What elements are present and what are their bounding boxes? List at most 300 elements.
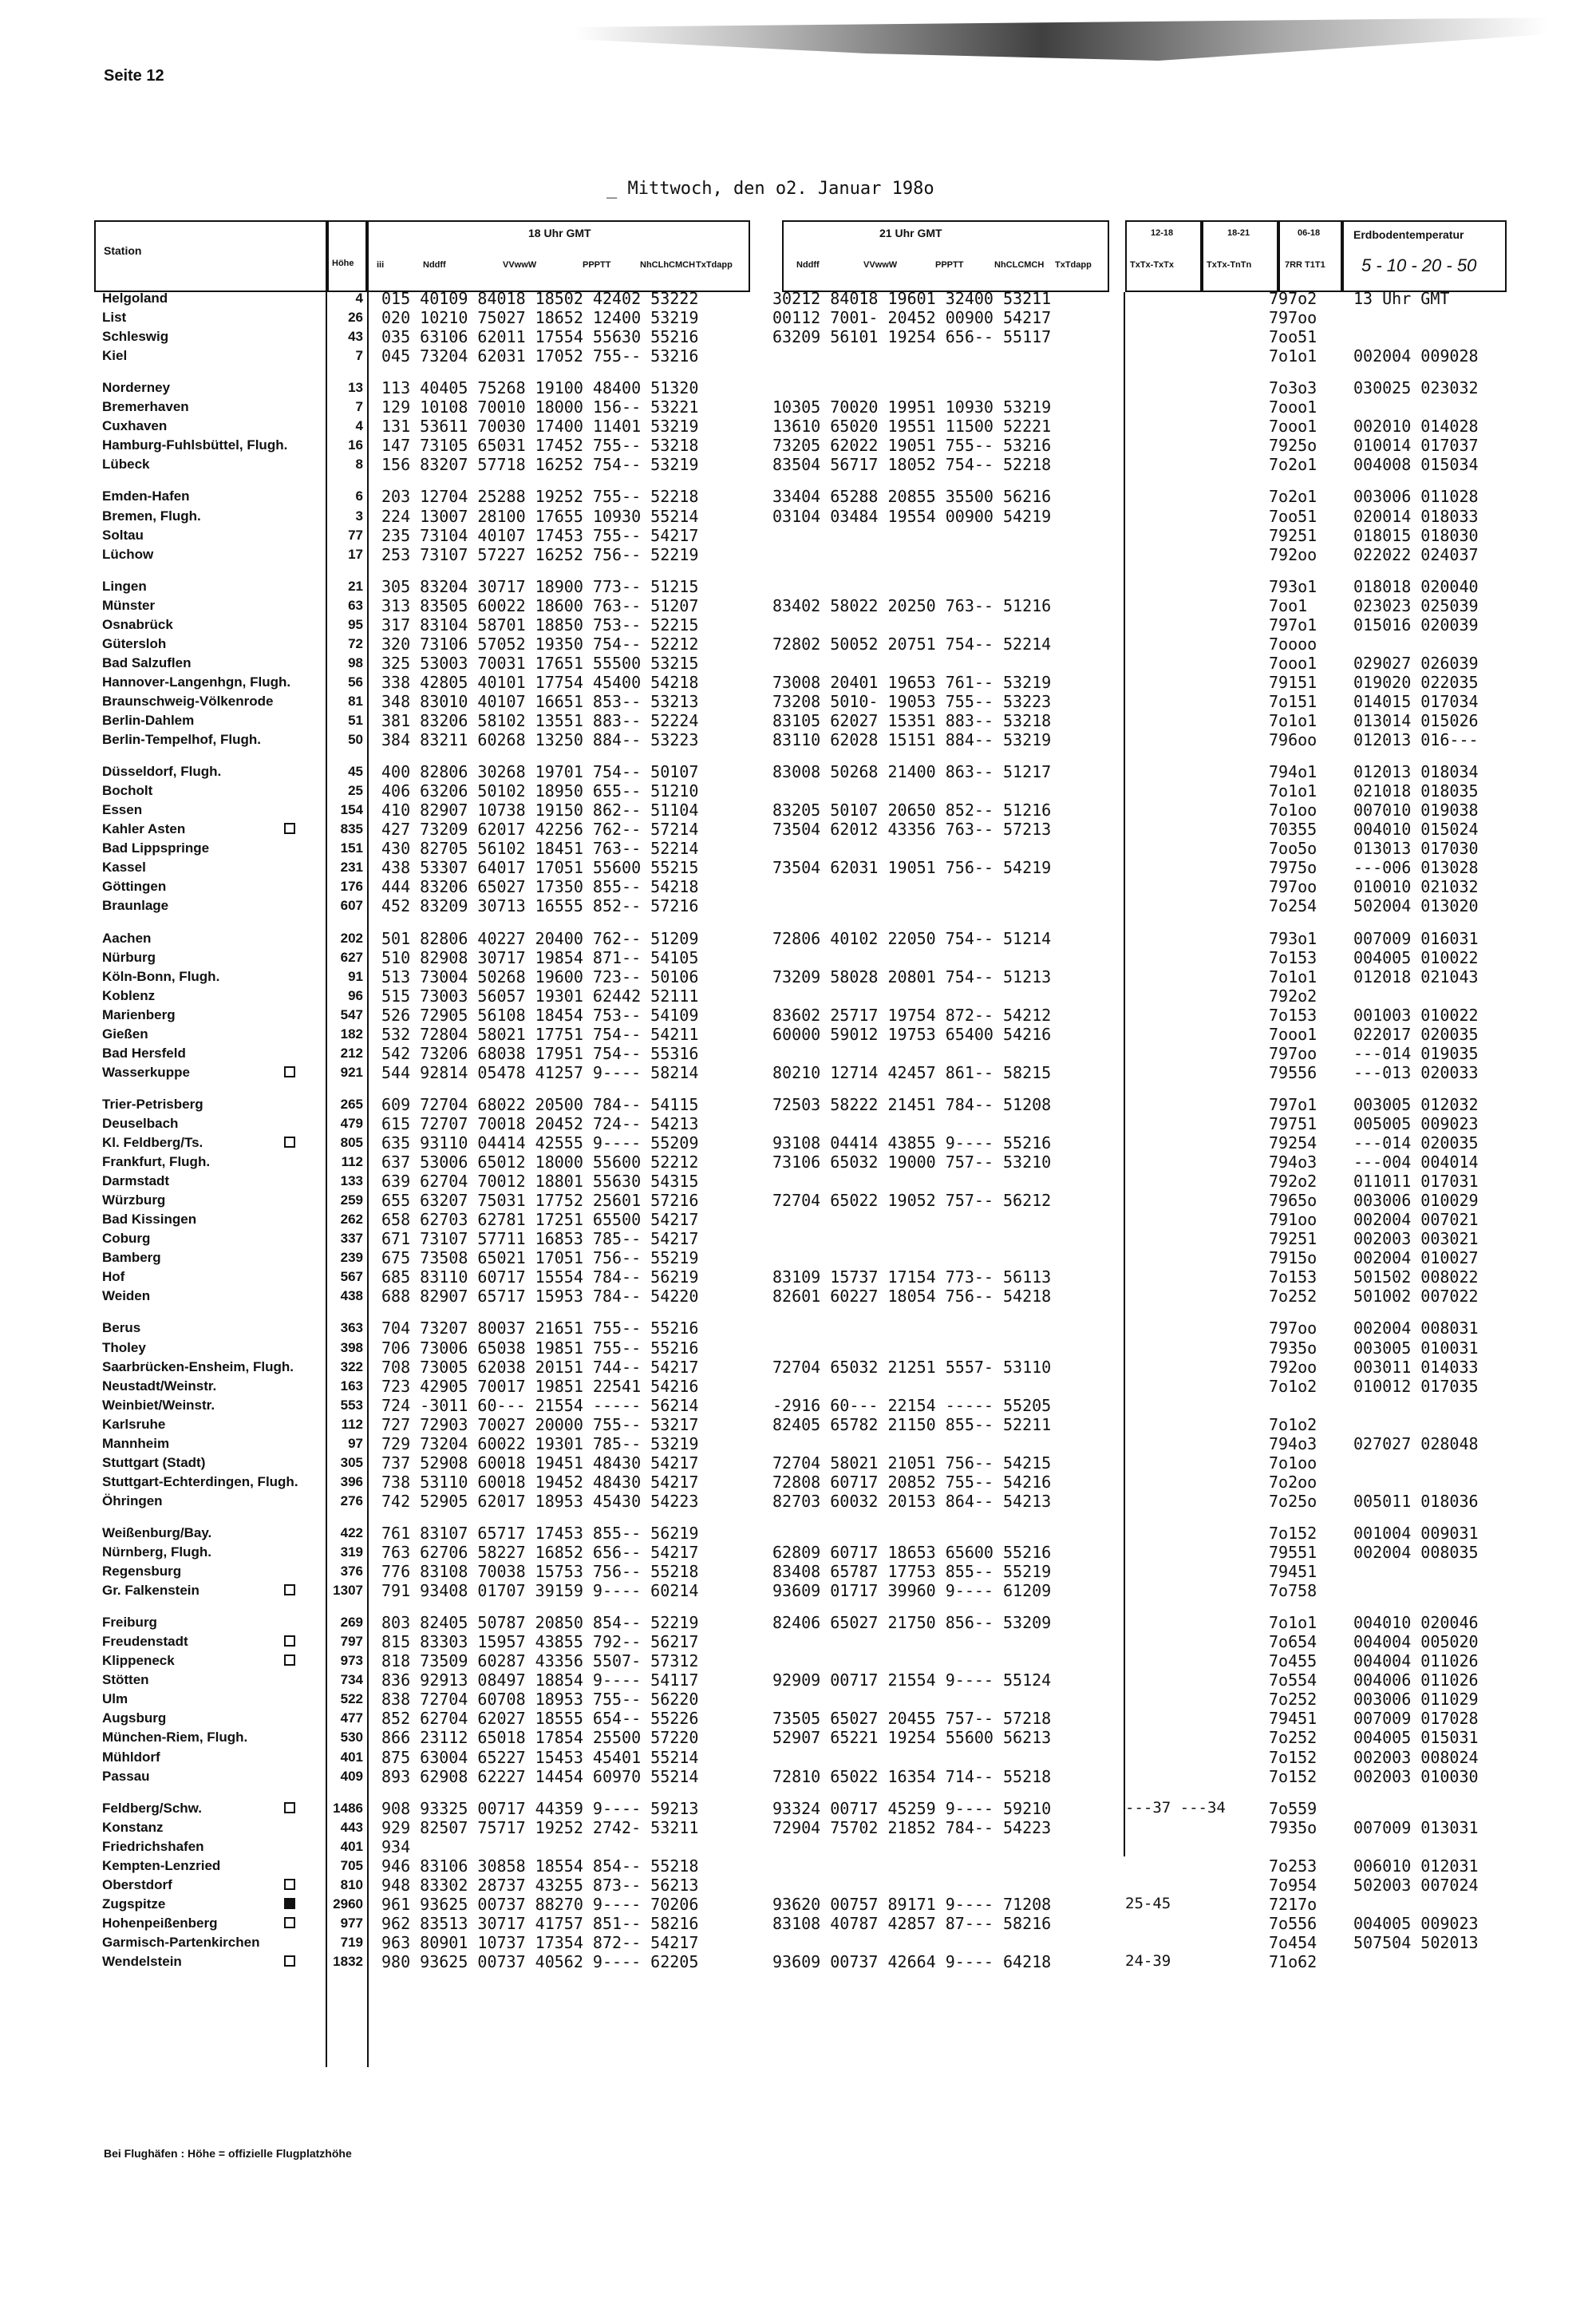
cell-hoehe: 921	[340, 1064, 363, 1080]
cell-hoehe: 91	[348, 968, 363, 984]
cell-c18: 729 73204 60022 19301 785-- 53219	[381, 1433, 699, 1453]
cell-hoehe: 477	[340, 1710, 363, 1726]
cell-station: Kassel	[102, 860, 146, 876]
cell-hoehe: 398	[340, 1339, 363, 1355]
cell-c21: 73208 5010- 19053 755-- 53223	[772, 691, 1052, 711]
group-21-box	[782, 220, 1109, 292]
cell-c18: 908 93325 00717 44359 9---- 59213	[381, 1798, 699, 1818]
cell-ce: 012013 018034	[1353, 762, 1479, 782]
cell-station: Ulm	[102, 1691, 128, 1707]
cell-station: Norderney	[102, 380, 171, 396]
cell-c18: 658 62703 62781 17251 65500 54217	[381, 1210, 699, 1230]
cell-station: Hohenpeißenberg	[102, 1915, 218, 1931]
table-row	[0, 289, 1596, 308]
cell-hoehe: 3	[355, 508, 363, 524]
cell-hoehe: 337	[340, 1231, 363, 1247]
cell-ce: 014015 017034	[1353, 691, 1479, 711]
cell-c6: 7ooo1	[1269, 397, 1317, 417]
table-row	[0, 1229, 1596, 1248]
cell-hoehe: 239	[340, 1250, 363, 1266]
cell-c6: 7o554	[1269, 1670, 1317, 1690]
cell-cx: ---37 ---34	[1125, 1798, 1226, 1817]
cell-c18: 325 53003 70031 17651 55500 53215	[381, 653, 699, 673]
cell-c6: 7915o	[1269, 1248, 1317, 1268]
cell-station: Friedrichshafen	[102, 1838, 204, 1854]
cell-c21: 72810 65022 16354 714-- 55218	[772, 1766, 1052, 1786]
cell-c18: 946 83106 30858 18554 854-- 55218	[381, 1856, 699, 1876]
cell-c21: 83205 50107 20650 852-- 51216	[772, 801, 1052, 820]
cell-c6: 792o2	[1269, 1172, 1317, 1192]
table-row	[0, 948, 1596, 967]
cell-c21: 13610 65020 19551 11500 52221	[772, 417, 1052, 437]
cell-station: Trier-Petrisberg	[102, 1096, 203, 1112]
table-row	[0, 615, 1596, 635]
cell-hoehe: 6	[355, 488, 363, 504]
cell-c18: 963 80901 10737 17354 872-- 54217	[381, 1932, 699, 1952]
cell-c21: 52907 65221 19254 55600 56213	[772, 1728, 1052, 1748]
cell-c18: 317 83104 58701 18850 753-- 52215	[381, 615, 699, 635]
cell-ce: 001004 009031	[1353, 1523, 1479, 1543]
cell-station: Bad Kissingen	[102, 1212, 197, 1228]
cell-ce: 010014 017037	[1353, 436, 1479, 456]
cell-station: Freudenstadt	[102, 1634, 188, 1650]
table-row	[0, 1933, 1596, 1952]
cell-station: Neustadt/Weinstr.	[102, 1378, 217, 1394]
cell-ce: 007009 016031	[1353, 928, 1479, 948]
group-21-title: 21 Uhr GMT	[879, 227, 942, 239]
table-row	[0, 1006, 1596, 1025]
cell-c21: 33404 65288 20855 35500 56216	[772, 487, 1052, 507]
table-row	[0, 327, 1596, 346]
cell-c18: 723 42905 70017 19851 22541 54216	[381, 1376, 699, 1396]
h1218: 12-18	[1151, 228, 1174, 238]
cell-hoehe: 4	[355, 418, 363, 434]
cell-c18: 129 10108 70010 18000 156-- 53221	[381, 397, 699, 417]
mountain-station-marker	[284, 1635, 295, 1647]
cell-cx: 24-39	[1125, 1952, 1171, 1970]
cell-c6: 79151	[1269, 672, 1317, 692]
cell-ce: 030025 023032	[1353, 378, 1479, 398]
cell-station: Bremen, Flugh.	[102, 508, 201, 524]
mountain-station-marker	[284, 1802, 295, 1813]
cell-c18: 235 73104 40107 17453 755-- 54217	[381, 525, 699, 545]
cell-ce: 022022 024037	[1353, 544, 1479, 564]
cell-station: Augsburg	[102, 1710, 167, 1726]
cell-c21: 83008 50268 21400 863-- 51217	[772, 762, 1052, 782]
cell-c6: 7935o	[1269, 1338, 1317, 1358]
cell-hoehe: 401	[340, 1838, 363, 1854]
cell-c21: 93609 00737 42664 9---- 64218	[772, 1952, 1052, 1971]
cell-ce: 501502 008022	[1353, 1267, 1479, 1287]
cell-c6: 797oo	[1269, 308, 1317, 328]
cell-c6: 794o3	[1269, 1152, 1317, 1172]
cell-c6: 79251	[1269, 525, 1317, 545]
cell-c21: 93108 04414 43855 9---- 55216	[772, 1133, 1052, 1152]
cell-station: Deuselbach	[102, 1115, 179, 1131]
cell-c6: 7o152	[1269, 1747, 1317, 1767]
cell-station: Zugspitze	[102, 1896, 166, 1912]
cell-ce: 007010 019038	[1353, 801, 1479, 820]
h1821: 18-21	[1227, 228, 1250, 238]
table-row	[0, 1670, 1596, 1690]
cell-c6: 7935o	[1269, 1817, 1317, 1837]
cell-c18: 513 73004 50268 19600 723-- 50106	[381, 967, 699, 986]
cell-c18: 430 82705 56102 18451 763-- 52214	[381, 839, 699, 859]
cell-ce: 010012 017035	[1353, 1376, 1479, 1396]
cell-c6: 793o1	[1269, 928, 1317, 948]
h1821-box	[1202, 220, 1278, 292]
cell-hoehe: 319	[340, 1544, 363, 1560]
cell-c21: 73505 65027 20455 757-- 57218	[772, 1709, 1052, 1729]
table-row	[0, 967, 1596, 986]
mountain-station-marker	[284, 1655, 295, 1666]
table-row	[0, 1895, 1596, 1914]
cell-c21: 73106 65032 19000 757-- 53210	[772, 1152, 1052, 1172]
cell-station: Wendelstein	[102, 1954, 182, 1969]
cell-c6: 79551	[1269, 1543, 1317, 1562]
cell-c18: 866 23112 65018 17854 25500 57220	[381, 1728, 699, 1748]
h0618: 06-18	[1298, 228, 1321, 238]
table-row	[0, 1025, 1596, 1044]
table-row	[0, 1876, 1596, 1895]
cell-station: Passau	[102, 1768, 150, 1784]
cell-c6: 7o3o3	[1269, 378, 1317, 398]
cell-ce: 001003 010022	[1353, 1005, 1479, 1025]
cell-ce: 006010 012031	[1353, 1856, 1479, 1876]
cell-c21: 73504 62012 43356 763-- 57213	[772, 820, 1052, 840]
cell-c18: 203 12704 25288 19252 755-- 52218	[381, 487, 699, 507]
cell-c18: 427 73209 62017 42256 762-- 57214	[381, 820, 699, 840]
cell-hoehe: 734	[340, 1672, 363, 1688]
cell-c18: 348 83010 40107 16651 853-- 53213	[381, 691, 699, 711]
table-row	[0, 1837, 1596, 1856]
cell-c18: 685 83110 60717 15554 784-- 56219	[381, 1267, 699, 1287]
cell-c21: 83402 58022 20250 763-- 51216	[772, 595, 1052, 615]
cell-c18: 438 53307 64017 17051 55600 55215	[381, 858, 699, 878]
table-row	[0, 673, 1596, 692]
cell-c6: 7o1o2	[1269, 1376, 1317, 1396]
cell-c18: 253 73107 57227 16252 756-- 52219	[381, 544, 699, 564]
cell-c21: 80210 12714 42457 861-- 58215	[772, 1062, 1052, 1082]
cell-c6: 71o62	[1269, 1952, 1317, 1971]
cell-c6: 7o455	[1269, 1651, 1317, 1671]
cell-ce: 029027 026039	[1353, 653, 1479, 673]
table-row	[0, 1632, 1596, 1651]
cell-station: Frankfurt, Flugh.	[102, 1154, 211, 1170]
cell-station: Hannover-Langenhgn, Flugh.	[102, 674, 291, 690]
cell-c21: 30212 84018 19601 32400 53211	[772, 289, 1052, 308]
cell-station: Koblenz	[102, 987, 156, 1003]
table-row	[0, 507, 1596, 526]
cell-station: Bad Hersfeld	[102, 1045, 186, 1061]
cell-c18: 961 93625 00737 88270 9---- 70206	[381, 1894, 699, 1914]
cell-hoehe: 479	[340, 1115, 363, 1131]
cell-hoehe: 973	[340, 1653, 363, 1669]
cell-station: Bad Lippspringe	[102, 840, 210, 856]
cell-c18: 738 53110 60018 19452 48430 54217	[381, 1472, 699, 1492]
station-header: Station	[104, 244, 142, 257]
cell-c6: 7o2o1	[1269, 455, 1317, 475]
table-row	[0, 1473, 1596, 1492]
cell-station: Essen	[102, 802, 143, 818]
cell-hoehe: 112	[341, 1154, 363, 1170]
c18-h3: PPPTT	[583, 260, 611, 270]
cell-hoehe: 202	[340, 930, 363, 946]
cell-ce: 003005 010031	[1353, 1338, 1479, 1358]
cell-c6: 7o1o2	[1269, 1414, 1317, 1434]
cell-station: Nürburg	[102, 949, 156, 965]
cell-station: Hamburg-Fuhlsbüttel, Flugh.	[102, 437, 288, 453]
cell-ce: 003011 014033	[1353, 1357, 1479, 1377]
table-row	[0, 1799, 1596, 1818]
cell-c6: 7o151	[1269, 691, 1317, 711]
table-row	[0, 1044, 1596, 1063]
cell-c18: 384 83211 60268 13250 884-- 53223	[381, 730, 699, 750]
cell-c6: 791oo	[1269, 1210, 1317, 1230]
cell-c6: 7o152	[1269, 1523, 1317, 1543]
cell-c21: 92909 00717 21554 9---- 55124	[772, 1670, 1052, 1690]
cell-c18: 147 73105 65031 17452 755-- 53218	[381, 436, 699, 456]
s0618: 7RR T1T1	[1285, 260, 1325, 270]
cell-c18: 381 83206 58102 13551 883-- 52224	[381, 711, 699, 730]
cell-c6: 79751	[1269, 1113, 1317, 1133]
cell-ce: 002004 009028	[1353, 346, 1479, 366]
table-row	[0, 1651, 1596, 1670]
cell-c21: 72704 65022 19052 757-- 56212	[772, 1191, 1052, 1211]
cell-c6: 7o252	[1269, 1728, 1317, 1748]
cell-c21: 10305 70020 19951 10930 53219	[772, 397, 1052, 417]
cell-c6: 7o252	[1269, 1287, 1317, 1307]
cell-station: Aachen	[102, 930, 152, 946]
cell-c18: 305 83204 30717 18900 773-- 51215	[381, 576, 699, 596]
cell-hoehe: 63	[348, 597, 363, 613]
table-row	[0, 781, 1596, 801]
cell-c6: 792oo	[1269, 544, 1317, 564]
table-row	[0, 1543, 1596, 1562]
cell-station: Kiel	[102, 348, 128, 364]
cell-ce: 010010 021032	[1353, 877, 1479, 897]
cell-hoehe: 17	[348, 546, 363, 562]
cell-c6: 7o1o1	[1269, 967, 1317, 986]
table-row	[0, 1114, 1596, 1133]
group-18-title: 18 Uhr GMT	[528, 227, 591, 239]
cell-c21: 73504 62031 19051 756-- 54219	[772, 858, 1052, 878]
cell-ce: 004010 020046	[1353, 1613, 1479, 1633]
table-row	[0, 1063, 1596, 1082]
cell-c21: 82406 65027 21750 856-- 53209	[772, 1613, 1052, 1633]
cell-c21: 62809 60717 18653 65600 55216	[772, 1543, 1052, 1562]
s1218: TxTx-TxTx	[1130, 260, 1175, 270]
cell-c6: 7o153	[1269, 1005, 1317, 1025]
cell-c6: 792o2	[1269, 986, 1317, 1006]
cell-c18: 532 72804 58021 17751 754-- 54211	[381, 1024, 699, 1044]
c21-h4: NhCLCMCH	[994, 260, 1045, 270]
cell-c6: 792oo	[1269, 1357, 1317, 1377]
cell-hoehe: 8	[355, 457, 363, 472]
cell-c18: 815 83303 15957 43855 792-- 56217	[381, 1632, 699, 1652]
cell-c21: 83109 15737 17154 773-- 56113	[772, 1267, 1052, 1287]
iii-header: iii	[377, 260, 385, 270]
cell-station: Berlin-Tempelhof, Flugh.	[102, 732, 261, 748]
cell-hoehe: 522	[340, 1691, 363, 1707]
cell-ce: 013013 017030	[1353, 839, 1479, 859]
cell-c6: 7oo1	[1269, 595, 1308, 615]
table-row	[0, 397, 1596, 417]
erd-box	[1342, 220, 1507, 292]
table-row	[0, 596, 1596, 615]
cell-c6: 797o2	[1269, 289, 1317, 308]
cell-ce: 019020 022035	[1353, 672, 1479, 692]
cell-cx: 25-45	[1125, 1894, 1171, 1912]
cell-c18: 609 72704 68022 20500 784-- 54115	[381, 1094, 699, 1114]
cell-hoehe: 2960	[333, 1896, 363, 1912]
cell-hoehe: 21	[348, 578, 363, 594]
cell-c18: 761 83107 65717 17453 855-- 56219	[381, 1523, 699, 1543]
cell-hoehe: 151	[340, 840, 363, 856]
cell-hoehe: 977	[340, 1915, 363, 1931]
cell-c18: 671 73107 57711 16853 785-- 54217	[381, 1229, 699, 1249]
cell-c6: 7o1o1	[1269, 1613, 1317, 1633]
cell-station: Stuttgart-Echterdingen, Flugh.	[102, 1473, 298, 1489]
cell-hoehe: 422	[340, 1524, 363, 1540]
cell-c6: 79451	[1269, 1562, 1317, 1582]
cell-ce: 002003 003021	[1353, 1229, 1479, 1249]
cell-c21: 63209 56101 19254 656-- 55117	[772, 327, 1052, 347]
cell-c21: 83602 25717 19754 872-- 54212	[772, 1005, 1052, 1025]
table-row	[0, 635, 1596, 654]
cell-c6: 7ooo1	[1269, 1024, 1317, 1044]
station-header-box	[94, 220, 327, 292]
cell-c21: 00112 7001- 20452 00900 54217	[772, 308, 1052, 328]
c21-h5: TxTdapp	[1055, 260, 1092, 270]
cell-hoehe: 547	[340, 1006, 363, 1022]
cell-c18: 544 92814 05478 41257 9---- 58214	[381, 1062, 699, 1082]
cell-hoehe: 77	[348, 527, 363, 543]
table-row	[0, 1453, 1596, 1473]
cell-hoehe: 443	[340, 1819, 363, 1835]
cell-c21: 73008 20401 19653 761-- 53219	[772, 672, 1052, 692]
cell-c21: 82703 60032 20153 864-- 54213	[772, 1491, 1052, 1511]
table-row	[0, 1319, 1596, 1338]
cell-c18: 615 72707 70018 20452 724-- 54213	[381, 1113, 699, 1133]
cell-hoehe: 259	[340, 1192, 363, 1208]
cell-station: Würzburg	[102, 1192, 166, 1208]
cell-station: Cuxhaven	[102, 418, 168, 434]
cell-hoehe: 56	[348, 674, 363, 690]
table-row	[0, 378, 1596, 397]
table-row	[0, 1210, 1596, 1229]
cell-c18: 704 73207 80037 21651 755-- 55216	[381, 1319, 699, 1338]
cell-ce: 022017 020035	[1353, 1024, 1479, 1044]
cell-station: Gießen	[102, 1026, 148, 1042]
cell-c21: 72704 65032 21251 5557- 53110	[772, 1357, 1052, 1377]
cell-c18: 727 72903 70027 20000 755-- 53217	[381, 1414, 699, 1434]
cell-c21: 83108 40787 42857 87--- 58216	[772, 1913, 1052, 1933]
table-row	[0, 1728, 1596, 1747]
cell-hoehe: 4	[355, 291, 363, 306]
cell-c6: 7o1o1	[1269, 711, 1317, 730]
cell-ce: 002003 008024	[1353, 1747, 1479, 1767]
table-row	[0, 896, 1596, 915]
mountain-station-marker	[284, 1879, 295, 1890]
cell-hoehe: 363	[340, 1320, 363, 1336]
mountain-station-marker	[284, 1955, 295, 1967]
cell-ce: 004004 011026	[1353, 1651, 1479, 1671]
cell-hoehe: 530	[340, 1730, 363, 1745]
cell-hoehe: 401	[340, 1749, 363, 1765]
cell-c18: 320 73106 57052 19350 754-- 52212	[381, 634, 699, 654]
cell-ce: 027027 028048	[1353, 1433, 1479, 1453]
c21-h3: PPPTT	[935, 260, 964, 270]
cell-hoehe: 1486	[333, 1800, 363, 1816]
cell-c6: 79451	[1269, 1709, 1317, 1729]
cell-station: Weinbiet/Weinstr.	[102, 1397, 215, 1413]
cell-hoehe: 438	[340, 1288, 363, 1304]
table-row	[0, 1434, 1596, 1453]
cell-ce: 502004 013020	[1353, 896, 1479, 916]
cell-c6: 797o1	[1269, 615, 1317, 635]
cell-ce: 007009 013031	[1353, 1817, 1479, 1837]
cell-ce: 003006 011029	[1353, 1690, 1479, 1710]
cell-c18: 948 83302 28737 43255 873-- 56213	[381, 1875, 699, 1895]
cell-ce: 004005 010022	[1353, 947, 1479, 967]
table-row	[0, 654, 1596, 673]
cell-c6: 7ooo1	[1269, 417, 1317, 437]
page-number: Seite 12	[104, 67, 164, 85]
cell-c18: 737 52908 60018 19451 48430 54217	[381, 1453, 699, 1473]
cell-hoehe: 607	[340, 898, 363, 914]
cell-c18: 526 72905 56108 18454 753-- 54109	[381, 1005, 699, 1025]
cell-c21: 93620 00757 89171 9---- 71208	[772, 1894, 1052, 1914]
table-row	[0, 1248, 1596, 1267]
cell-c18: 655 63207 75031 17752 25601 57216	[381, 1191, 699, 1211]
cell-ce: 002004 008035	[1353, 1543, 1479, 1562]
cell-ce: 004005 015031	[1353, 1728, 1479, 1748]
cell-station: List	[102, 310, 127, 326]
cell-station: Kempten-Lenzried	[102, 1857, 221, 1873]
cell-station: Schleswig	[102, 329, 169, 345]
cell-hoehe: 797	[340, 1634, 363, 1650]
cell-station: Bocholt	[102, 783, 153, 799]
cell-c6: 7o1o1	[1269, 781, 1317, 801]
cell-ce: 002004 010027	[1353, 1248, 1479, 1268]
cell-hoehe: 835	[340, 821, 363, 837]
cell-station: Emden-Hafen	[102, 488, 190, 504]
cell-c6: 79251	[1269, 1229, 1317, 1249]
cell-ce: 018018 020040	[1353, 576, 1479, 596]
cell-ce: 005005 009023	[1353, 1113, 1479, 1133]
cell-c18: 836 92913 08497 18854 9---- 54117	[381, 1670, 699, 1690]
cell-c21: 83105 62027 15351 883-- 53218	[772, 711, 1052, 730]
cell-station: München-Riem, Flugh.	[102, 1730, 248, 1745]
cell-ce: ---004 004014	[1353, 1152, 1479, 1172]
table-row	[0, 1377, 1596, 1396]
cell-c18: 045 73204 62031 17052 755-- 53216	[381, 346, 699, 366]
cell-station: Oberstdorf	[102, 1876, 172, 1892]
cell-ce: 004008 015034	[1353, 455, 1479, 475]
cell-c21: 72704 58021 21051 756-- 54215	[772, 1453, 1052, 1473]
table-row	[0, 858, 1596, 877]
cell-hoehe: 627	[340, 949, 363, 965]
erd-depths: 5 - 10 - 20 - 50	[1361, 255, 1477, 275]
cell-hoehe: 95	[348, 616, 363, 632]
cell-hoehe: 305	[340, 1454, 363, 1470]
cell-hoehe: 45	[348, 764, 363, 780]
cell-c6: 7o1o1	[1269, 346, 1317, 366]
cell-hoehe: 322	[340, 1358, 363, 1374]
cell-ce: 004006 011026	[1353, 1670, 1479, 1690]
table-row	[0, 1338, 1596, 1358]
